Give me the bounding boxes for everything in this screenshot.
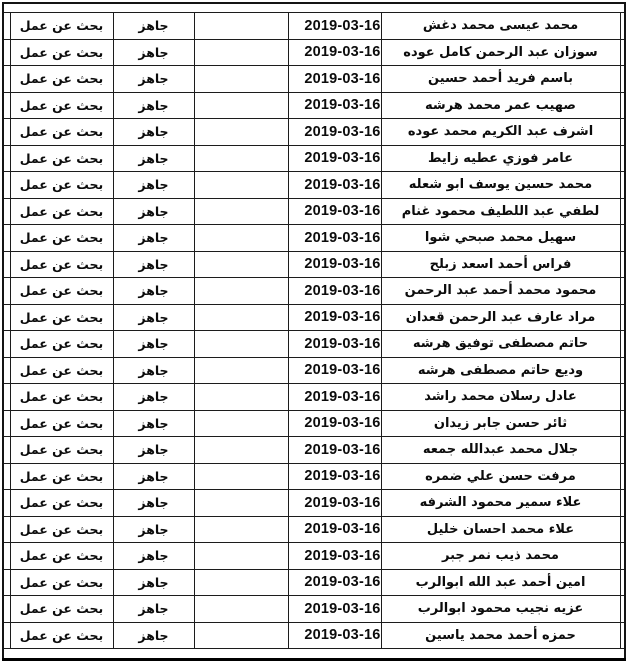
cell-left-margin — [3, 225, 10, 252]
cell-date: 2019-03-16 — [288, 569, 381, 596]
cell-activity: بحث عن عمل — [10, 225, 113, 252]
cell-status: جاهز — [113, 304, 194, 331]
cell-status: جاهز — [113, 39, 194, 66]
cell-date: 2019-03-16 — [288, 622, 381, 649]
cell-blank — [194, 357, 288, 384]
table-row — [3, 543, 625, 570]
cell-blank — [194, 543, 288, 570]
table-row — [3, 410, 625, 437]
cell-right-margin — [620, 357, 625, 384]
cell-status: جاهز — [113, 384, 194, 411]
cell-left-margin — [3, 278, 10, 305]
table-row — [3, 437, 625, 464]
cell-left-margin — [3, 543, 10, 570]
table-row — [3, 119, 625, 146]
cell-right-margin — [620, 225, 625, 252]
cell-status: جاهز — [113, 92, 194, 119]
cell-blank — [194, 145, 288, 172]
cell-blank — [194, 66, 288, 93]
cell-person-name: حاتم مصطفى توفيق هرشه — [381, 331, 620, 358]
partial-row-top — [3, 3, 625, 13]
cell-right-margin — [620, 304, 625, 331]
cell-status: جاهز — [113, 516, 194, 543]
cell-left-margin — [3, 596, 10, 623]
cell-date: 2019-03-16 — [288, 92, 381, 119]
cell-blank — [194, 172, 288, 199]
cell-status: جاهز — [113, 596, 194, 623]
cell-date: 2019-03-16 — [288, 410, 381, 437]
table-row — [3, 251, 625, 278]
cell-status: جاهز — [113, 437, 194, 464]
cell-blank — [194, 490, 288, 517]
cell-blank — [194, 596, 288, 623]
partial-row-bottom-cell — [3, 649, 625, 660]
table-row — [3, 331, 625, 358]
cell-date: 2019-03-16 — [288, 39, 381, 66]
cell-left-margin — [3, 357, 10, 384]
cell-blank — [194, 622, 288, 649]
cell-right-margin — [620, 251, 625, 278]
cell-right-margin — [620, 384, 625, 411]
cell-status: جاهز — [113, 278, 194, 305]
table-row — [3, 516, 625, 543]
cell-status: جاهز — [113, 569, 194, 596]
cell-status: جاهز — [113, 172, 194, 199]
cell-left-margin — [3, 198, 10, 225]
cell-blank — [194, 198, 288, 225]
cell-blank — [194, 463, 288, 490]
cell-left-margin — [3, 145, 10, 172]
cell-activity: بحث عن عمل — [10, 92, 113, 119]
table-row — [3, 357, 625, 384]
cell-person-name: علاء سمير محمود الشرفه — [381, 490, 620, 517]
cell-activity: بحث عن عمل — [10, 463, 113, 490]
cell-date: 2019-03-16 — [288, 384, 381, 411]
cell-status: جاهز — [113, 410, 194, 437]
table-row — [3, 490, 625, 517]
cell-right-margin — [620, 172, 625, 199]
cell-activity: بحث عن عمل — [10, 39, 113, 66]
cell-right-margin — [620, 198, 625, 225]
cell-left-margin — [3, 251, 10, 278]
cell-person-name: علاء محمد احسان خليل — [381, 516, 620, 543]
cell-left-margin — [3, 304, 10, 331]
cell-person-name: فراس أحمد اسعد زبلح — [381, 251, 620, 278]
cell-left-margin — [3, 172, 10, 199]
cell-blank — [194, 92, 288, 119]
table-row — [3, 145, 625, 172]
cell-date: 2019-03-16 — [288, 251, 381, 278]
cell-status: جاهز — [113, 13, 194, 40]
cell-activity: بحث عن عمل — [10, 410, 113, 437]
cell-blank — [194, 39, 288, 66]
cell-blank — [194, 516, 288, 543]
cell-right-margin — [620, 331, 625, 358]
cell-date: 2019-03-16 — [288, 66, 381, 93]
cell-status: جاهز — [113, 331, 194, 358]
table-row — [3, 569, 625, 596]
cell-date: 2019-03-16 — [288, 331, 381, 358]
table-row — [3, 39, 625, 66]
cell-status: جاهز — [113, 357, 194, 384]
cell-date: 2019-03-16 — [288, 437, 381, 464]
table-body — [3, 3, 625, 660]
cell-right-margin — [620, 410, 625, 437]
cell-left-margin — [3, 331, 10, 358]
cell-date: 2019-03-16 — [288, 596, 381, 623]
cell-right-margin — [620, 463, 625, 490]
registry-table — [2, 2, 626, 661]
cell-right-margin — [620, 569, 625, 596]
cell-date: 2019-03-16 — [288, 516, 381, 543]
cell-right-margin — [620, 516, 625, 543]
cell-date: 2019-03-16 — [288, 172, 381, 199]
cell-blank — [194, 251, 288, 278]
cell-person-name: عزيه نجيب محمود ابوالرب — [381, 596, 620, 623]
cell-blank — [194, 119, 288, 146]
cell-activity: بحث عن عمل — [10, 543, 113, 570]
cell-right-margin — [620, 437, 625, 464]
cell-right-margin — [620, 145, 625, 172]
cell-left-margin — [3, 410, 10, 437]
cell-person-name: محمود محمد أحمد عبد الرحمن — [381, 278, 620, 305]
cell-right-margin — [620, 278, 625, 305]
cell-status: جاهز — [113, 119, 194, 146]
cell-activity: بحث عن عمل — [10, 172, 113, 199]
cell-blank — [194, 410, 288, 437]
cell-person-name: لطفي عبد اللطيف محمود غنام — [381, 198, 620, 225]
cell-right-margin — [620, 13, 625, 40]
cell-status: جاهز — [113, 225, 194, 252]
cell-person-name: ثائر حسن جابر زيدان — [381, 410, 620, 437]
cell-activity: بحث عن عمل — [10, 384, 113, 411]
cell-activity: بحث عن عمل — [10, 198, 113, 225]
cell-person-name: مراد عارف عبد الرحمن قعدان — [381, 304, 620, 331]
cell-person-name: محمد عيسى محمد دغش — [381, 13, 620, 40]
cell-blank — [194, 278, 288, 305]
cell-activity: بحث عن عمل — [10, 516, 113, 543]
cell-person-name: جلال محمد عبدالله جمعه — [381, 437, 620, 464]
cell-person-name: امين أحمد عبد الله ابوالرب — [381, 569, 620, 596]
cell-right-margin — [620, 490, 625, 517]
cell-person-name: محمد ذيب نمر جبر — [381, 543, 620, 570]
cell-left-margin — [3, 516, 10, 543]
cell-date: 2019-03-16 — [288, 225, 381, 252]
cell-activity: بحث عن عمل — [10, 622, 113, 649]
table-row — [3, 225, 625, 252]
table-row — [3, 66, 625, 93]
cell-right-margin — [620, 66, 625, 93]
cell-activity: بحث عن عمل — [10, 357, 113, 384]
cell-blank — [194, 331, 288, 358]
cell-date: 2019-03-16 — [288, 490, 381, 517]
cell-activity: بحث عن عمل — [10, 251, 113, 278]
cell-left-margin — [3, 569, 10, 596]
cell-blank — [194, 384, 288, 411]
cell-activity: بحث عن عمل — [10, 304, 113, 331]
cell-person-name: سوزان عبد الرحمن كامل عوده — [381, 39, 620, 66]
table-row — [3, 13, 625, 40]
table-row — [3, 278, 625, 305]
cell-status: جاهز — [113, 66, 194, 93]
cell-person-name: صهيب عمر محمد هرشه — [381, 92, 620, 119]
cell-date: 2019-03-16 — [288, 543, 381, 570]
cell-person-name: محمد حسين يوسف ابو شعله — [381, 172, 620, 199]
table-row — [3, 463, 625, 490]
cell-left-margin — [3, 437, 10, 464]
cell-status: جاهز — [113, 198, 194, 225]
cell-left-margin — [3, 622, 10, 649]
cell-person-name: عامر فوزي عطيه زايط — [381, 145, 620, 172]
cell-right-margin — [620, 543, 625, 570]
cell-status: جاهز — [113, 543, 194, 570]
cell-date: 2019-03-16 — [288, 198, 381, 225]
cell-person-name: مرفت حسن علي ضمره — [381, 463, 620, 490]
cell-status: جاهز — [113, 251, 194, 278]
cell-date: 2019-03-16 — [288, 357, 381, 384]
cell-blank — [194, 437, 288, 464]
cell-activity: بحث عن عمل — [10, 596, 113, 623]
cell-activity: بحث عن عمل — [10, 490, 113, 517]
cell-left-margin — [3, 66, 10, 93]
cell-left-margin — [3, 13, 10, 40]
cell-person-name: سهيل محمد صبحي شوا — [381, 225, 620, 252]
cell-right-margin — [620, 622, 625, 649]
cell-activity: بحث عن عمل — [10, 278, 113, 305]
cell-activity: بحث عن عمل — [10, 331, 113, 358]
cell-activity: بحث عن عمل — [10, 119, 113, 146]
cell-person-name: عادل رسلان محمد راشد — [381, 384, 620, 411]
cell-activity: بحث عن عمل — [10, 569, 113, 596]
cell-blank — [194, 225, 288, 252]
cell-right-margin — [620, 596, 625, 623]
cell-blank — [194, 13, 288, 40]
cell-right-margin — [620, 119, 625, 146]
cell-date: 2019-03-16 — [288, 119, 381, 146]
cell-left-margin — [3, 39, 10, 66]
cell-person-name: وديع حاتم مصطفى هرشه — [381, 357, 620, 384]
table-row — [3, 92, 625, 119]
cell-status: جاهز — [113, 490, 194, 517]
cell-date: 2019-03-16 — [288, 304, 381, 331]
cell-activity: بحث عن عمل — [10, 437, 113, 464]
cell-activity: بحث عن عمل — [10, 66, 113, 93]
table-row — [3, 172, 625, 199]
cell-date: 2019-03-16 — [288, 13, 381, 40]
cell-date: 2019-03-16 — [288, 145, 381, 172]
partial-row-bottom — [3, 649, 625, 660]
cell-activity: بحث عن عمل — [10, 13, 113, 40]
cell-activity: بحث عن عمل — [10, 145, 113, 172]
table-row — [3, 596, 625, 623]
table-row — [3, 622, 625, 649]
cell-right-margin — [620, 92, 625, 119]
table-row — [3, 304, 625, 331]
cell-right-margin — [620, 39, 625, 66]
cell-left-margin — [3, 490, 10, 517]
cell-person-name: باسم فريد أحمد حسين — [381, 66, 620, 93]
cell-left-margin — [3, 384, 10, 411]
cell-person-name: حمزه أحمد محمد ياسين — [381, 622, 620, 649]
cell-left-margin — [3, 463, 10, 490]
cell-blank — [194, 304, 288, 331]
cell-person-name: اشرف عبد الكريم محمد عوده — [381, 119, 620, 146]
cell-left-margin — [3, 119, 10, 146]
cell-blank — [194, 569, 288, 596]
cell-status: جاهز — [113, 622, 194, 649]
cell-date: 2019-03-16 — [288, 278, 381, 305]
table-row — [3, 384, 625, 411]
cell-left-margin — [3, 92, 10, 119]
cell-date: 2019-03-16 — [288, 463, 381, 490]
cell-status: جاهز — [113, 145, 194, 172]
table-row — [3, 198, 625, 225]
partial-row-top-cell — [3, 3, 625, 13]
cell-status: جاهز — [113, 463, 194, 490]
